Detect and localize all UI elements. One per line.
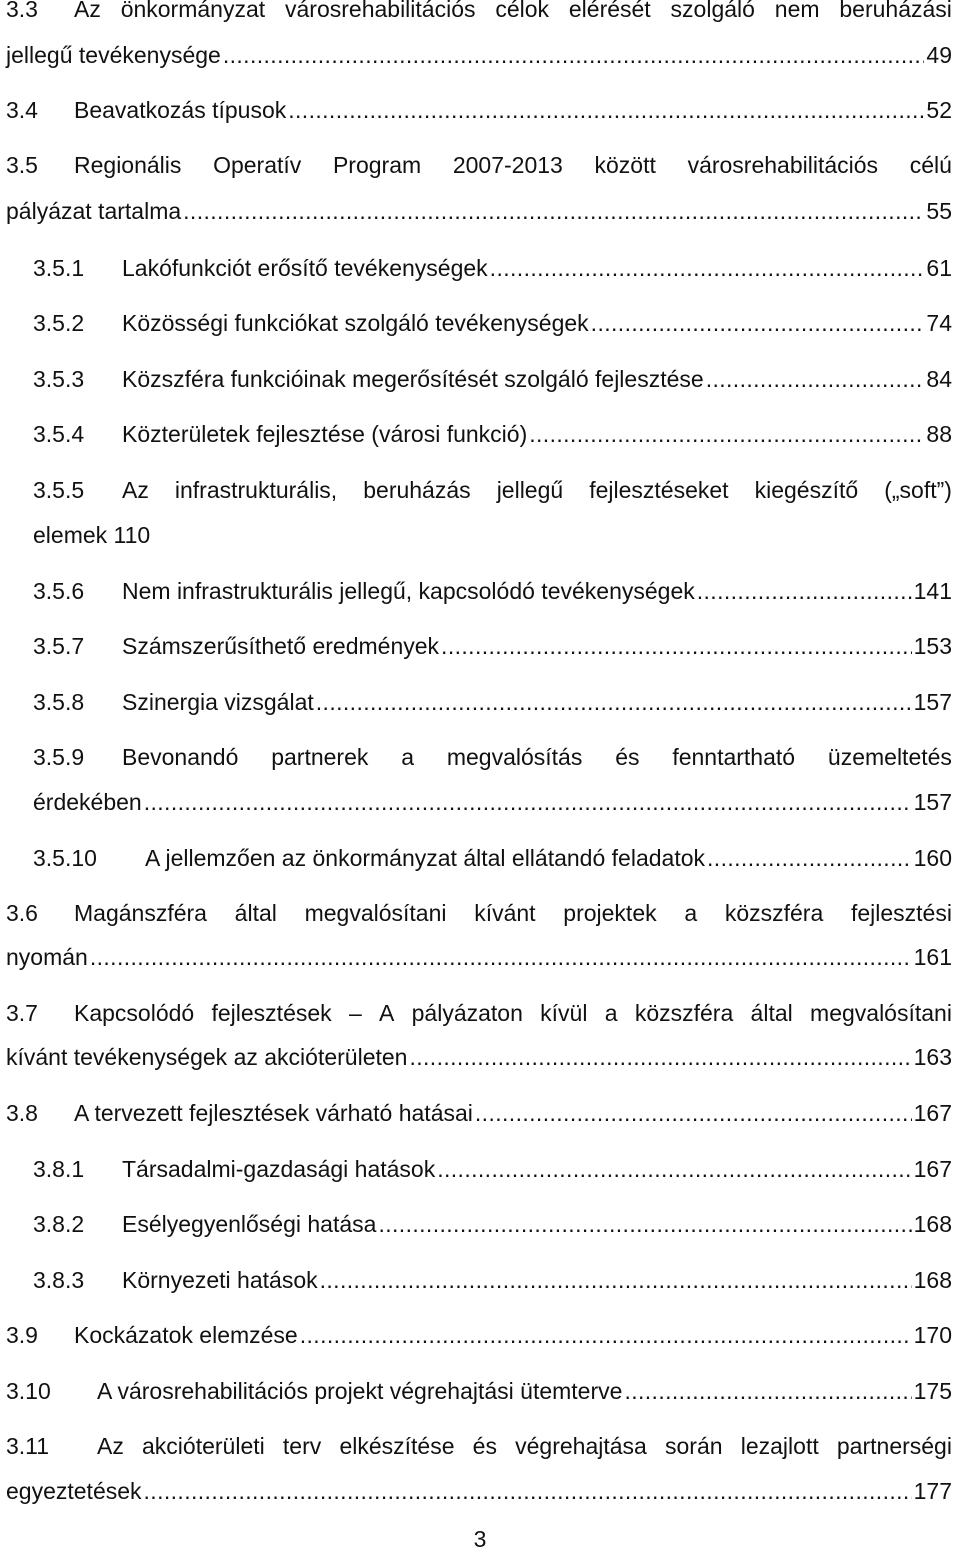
toc-entry-page: 160 <box>913 845 952 871</box>
toc-entry-title: Közszféra funkcióinak megerősítését szolgáló fejlesztése <box>122 366 704 392</box>
toc-entry-title: Kockázatok elemzése <box>74 1322 298 1348</box>
toc-entry-title: Közterületek fejlesztése (városi funkció) <box>122 421 528 447</box>
toc-entry-number: 3.5.1 <box>33 255 85 281</box>
leader-dots <box>90 942 912 972</box>
toc-entry-title: Lakófunkciót erősítő tevékenységek <box>122 255 488 281</box>
leader-dots <box>591 308 925 338</box>
leader-dots <box>223 40 925 70</box>
toc-entry-page: 157 <box>913 789 952 815</box>
toc-entry-title: Szinergia vizsgálat <box>122 689 314 715</box>
toc-entry-title-line2: egyeztetések <box>6 1478 142 1504</box>
toc-entry-number: 3.5.9 <box>33 744 85 770</box>
leader-dots <box>144 1476 912 1506</box>
toc-entry-number: 3.5.4 <box>33 421 85 447</box>
toc-entry-number: 3.5.3 <box>33 366 85 392</box>
toc-entry-number: 3.5.2 <box>33 310 85 336</box>
toc-entry-page: 153 <box>913 633 952 659</box>
leader-dots <box>441 631 912 661</box>
toc-entry-continuation[interactable] <box>6 1042 952 1072</box>
toc-entry-page: 167 <box>913 1156 952 1182</box>
toc-entry-number: 3.5.6 <box>33 578 85 604</box>
toc-entry-number: 3.8 <box>6 1100 38 1126</box>
toc-entry-page: 157 <box>913 689 952 715</box>
toc-entry-number: 3.9 <box>6 1322 38 1348</box>
toc-entry-continuation[interactable] <box>6 942 952 972</box>
leader-dots <box>144 787 912 817</box>
toc-entry-continuation[interactable] <box>6 1476 952 1506</box>
leader-dots <box>706 364 925 394</box>
toc-entry-page: 175 <box>913 1378 952 1404</box>
toc-entry-continuation[interactable] <box>33 520 150 550</box>
leader-dots <box>409 1042 911 1072</box>
toc-entry-page: 167 <box>913 1100 952 1126</box>
toc-entry-continuation[interactable] <box>6 40 952 70</box>
toc-entry-page: 170 <box>913 1322 952 1348</box>
toc-entry-number: 3.8.2 <box>33 1211 85 1237</box>
toc-entry-title: A városrehabilitációs projekt végrehajtási ütemterve <box>97 1378 623 1404</box>
toc-entry-continuation[interactable] <box>6 196 952 226</box>
leader-dots <box>475 1098 912 1128</box>
toc-entry-page: 163 <box>913 1044 952 1070</box>
toc-entry-title-line2: pályázat tartalma <box>6 198 182 224</box>
toc-entry-title-line1: Magánszféra által megvalósítani kívánt projektek a közszféra fejlesztési <box>74 900 952 926</box>
toc-entry-page: 88 <box>926 421 952 447</box>
toc-entry-page: 52 <box>926 97 952 123</box>
leader-dots <box>529 419 924 449</box>
leader-dots <box>624 1376 911 1406</box>
toc-entry-number: 3.7 <box>6 1000 38 1026</box>
leader-dots <box>490 253 925 283</box>
toc-entry-title-line1: Kapcsolódó fejlesztések – A pályázaton kívül a közszféra által megvalósítani <box>74 1000 952 1026</box>
toc-entry-title: Beavatkozás típusok <box>74 97 287 123</box>
toc-entry-title-line1: Az önkormányzat városrehabilitációs célok elérését szolgáló nem beruházási <box>74 0 952 22</box>
toc-entry-page: 61 <box>926 255 952 281</box>
toc-entry-title-line2: érdekében <box>33 789 142 815</box>
toc-entry-page: 168 <box>913 1267 952 1293</box>
toc-entry-title: Nem infrastrukturális jellegű, kapcsolódó tevékenységek <box>122 578 695 604</box>
toc-entry-number: 3.10 <box>6 1378 51 1404</box>
toc-entry-page: 168 <box>913 1211 952 1237</box>
toc-entry-title-line2: kívánt tevékenységek az akcióterületen <box>6 1044 408 1070</box>
toc-entry-title: Környezeti hatások <box>122 1267 318 1293</box>
leader-dots <box>707 843 912 873</box>
toc-entry-page: 141 <box>913 578 952 604</box>
toc-entry-number: 3.8.3 <box>33 1267 85 1293</box>
toc-entry-title: A tervezett fejlesztések várható hatásai <box>74 1100 473 1126</box>
leader-dots <box>300 1320 912 1350</box>
toc-entry-title-line2: nyomán <box>6 944 88 970</box>
toc-entry-page: 55 <box>926 198 952 224</box>
leader-dots <box>183 196 924 226</box>
toc-entry-page: 49 <box>926 42 952 68</box>
toc-entry-title: Közösségi funkciókat szolgáló tevékenységek <box>122 310 589 336</box>
toc-entry-number: 3.5.8 <box>33 689 85 715</box>
toc-entry-number: 3.5.10 <box>33 845 97 871</box>
leader-dots <box>697 576 912 606</box>
toc-entry-number: 3.4 <box>6 97 38 123</box>
leader-dots <box>320 1265 912 1295</box>
toc-entry-page: 74 <box>926 310 952 336</box>
toc-entry-number: 3.3 <box>6 0 38 22</box>
toc-entry-title: Esélyegyenlőségi hatása <box>122 1211 377 1237</box>
toc-entry-number: 3.8.1 <box>33 1156 85 1182</box>
toc-entry-continuation[interactable] <box>33 787 952 817</box>
toc-entry-title-line1: Az infrastrukturális, beruházás jellegű fejlesztéseket kiegészítő („soft”) <box>122 477 952 503</box>
leader-dots <box>437 1154 911 1184</box>
toc-entry-page: 177 <box>913 1478 952 1504</box>
toc-entry-title-line2: elemek 110 <box>33 522 151 548</box>
toc-entry-title-line2: jellegű tevékenysége <box>6 42 221 68</box>
toc-entry-number: 3.5 <box>6 152 38 178</box>
toc-entry-title: Társadalmi-gazdasági hatások <box>122 1156 436 1182</box>
leader-dots <box>316 687 912 717</box>
toc-entry-number: 3.5.7 <box>33 633 85 659</box>
leader-dots <box>378 1209 911 1239</box>
toc-entry-page: 161 <box>913 944 952 970</box>
toc-entry-title-line1: Az akcióterületi terv elkészítése és végrehajtása során lezajlott partnerségi <box>97 1433 952 1459</box>
toc-entry-title-line1: Bevonandó partnerek a megvalósítás és fenntartható üzemeltetés <box>122 744 952 770</box>
toc-entry-title: A jellemzően az önkormányzat által ellátandó feladatok <box>145 845 706 871</box>
leader-dots <box>288 95 924 125</box>
toc-entry-number: 3.11 <box>6 1433 50 1459</box>
toc-entry-number: 3.5.5 <box>33 477 85 503</box>
toc-entry-number: 3.6 <box>6 900 38 926</box>
toc-entry-title-line1: Regionális Operatív Program 2007-2013 között városrehabilitációs célú <box>74 152 952 178</box>
page-number: 3 <box>473 1526 487 1552</box>
toc-entry-page: 84 <box>926 366 952 392</box>
toc-entry-title: Számszerűsíthető eredmények <box>122 633 440 659</box>
